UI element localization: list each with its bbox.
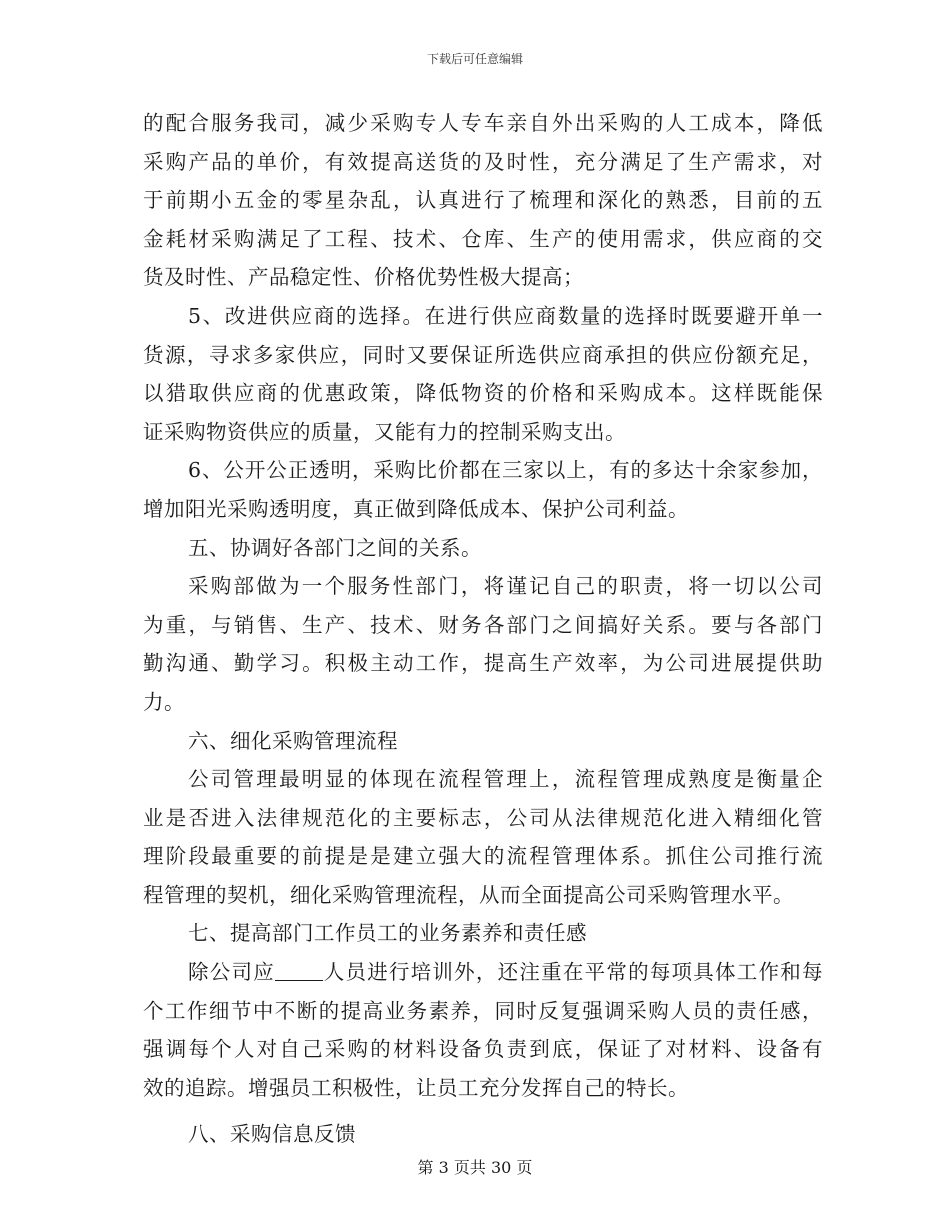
text-line: 强调每个人对自己采购的材料设备负责到底，保证了对材料、设备有 xyxy=(143,1037,823,1062)
text-line: 采购部做为一个服务性部门，将谨记自己的职责，将一切以公司 xyxy=(188,574,823,599)
text-line: 增加阳光采购透明度，真正做到降低成本、保护公司利益。 xyxy=(143,496,689,521)
paragraph-section-6 xyxy=(143,760,823,914)
text-line: 6、公开公正透明，采购比价都在三家以上，有的多达十余家参加， xyxy=(188,458,823,483)
page-header: 下载后可任意编辑 xyxy=(426,52,523,66)
paragraph-section-5 xyxy=(143,567,823,721)
document-body xyxy=(143,104,823,1154)
text-fragment: 人员进行培训外，还注重在平常的每项具体工作和每 xyxy=(322,960,824,985)
text-line: 理阶段最重要的前提是是建立强大的流程管理体系。抓住公司推行流 xyxy=(143,844,823,869)
section-heading-7: 七、提高部门工作员工的业务素养和责任感 xyxy=(188,921,587,946)
text-line: 的配合服务我司，减少采购专人专车亲自外出采购的人工成本，降低 xyxy=(143,111,823,135)
text-line: 5、改进供应商的选择。在进行供应商数量的选择时既要避开单一 xyxy=(188,303,823,328)
paragraph-continuation xyxy=(143,104,823,297)
text-line: 个工作细节中不断的提高业务素养，同时反复强调采购人员的责任感， xyxy=(143,998,823,1023)
text-line: 证采购物资供应的质量，又能有力的控制采购支出。 xyxy=(143,419,626,444)
text-line: 货源，寻求多家供应，同时又要保证所选供应商承担的供应份额充足， xyxy=(143,342,823,367)
text-line: 为重，与销售、生产、技术、财务各部门之间搞好关系。要与各部门 xyxy=(143,612,823,637)
text-line: 以猎取供应商的优惠政策，降低物资的价格和采购成本。这样既能保 xyxy=(143,381,823,406)
text-line: 勤沟通、勤学习。积极主动工作，提高生产效率，为公司进展提供助 xyxy=(143,651,823,676)
page-footer: 第 3 页共 30 页 xyxy=(417,1158,533,1177)
text-line: 于前期小五金的零星杂乱，认真进行了梳理和深化的熟悉，目前的五 xyxy=(143,188,823,213)
paragraph-item-6 xyxy=(143,451,823,528)
section-heading-8: 八、采购信息反馈 xyxy=(188,1122,356,1147)
text-line: 金耗材采购满足了工程、技术、仓库、生产的使用需求，供应商的交 xyxy=(143,226,823,251)
fill-in-blank xyxy=(275,960,323,982)
text-line-with-blank xyxy=(143,953,823,992)
text-line: 业是否进入法律规范化的主要标志，公司从法律规范化进入精细化管 xyxy=(143,805,823,830)
text-line: 货及时性、产品稳定性、价格优势性极大提高； xyxy=(143,265,584,290)
text-fragment: 除公司应 xyxy=(188,960,275,985)
paragraph-section-7 xyxy=(143,953,823,1107)
paragraph-item-5 xyxy=(143,297,823,451)
text-line: 效的追踪。增强员工积极性，让员工充分发挥自己的特长。 xyxy=(143,1075,689,1100)
text-line: 采购产品的单价，有效提高送货的及时性，充分满足了生产需求，对 xyxy=(143,149,823,174)
text-line: 力。 xyxy=(143,689,185,714)
section-heading-5: 五、协调好各部门之间的关系。 xyxy=(188,535,482,560)
text-line: 程管理的契机，细化采购管理流程，从而全面提高公司采购管理水平。 xyxy=(143,882,794,907)
section-heading-6: 六、细化采购管理流程 xyxy=(188,728,398,753)
text-line: 公司管理最明显的体现在流程管理上，流程管理成熟度是衡量企 xyxy=(188,767,823,792)
